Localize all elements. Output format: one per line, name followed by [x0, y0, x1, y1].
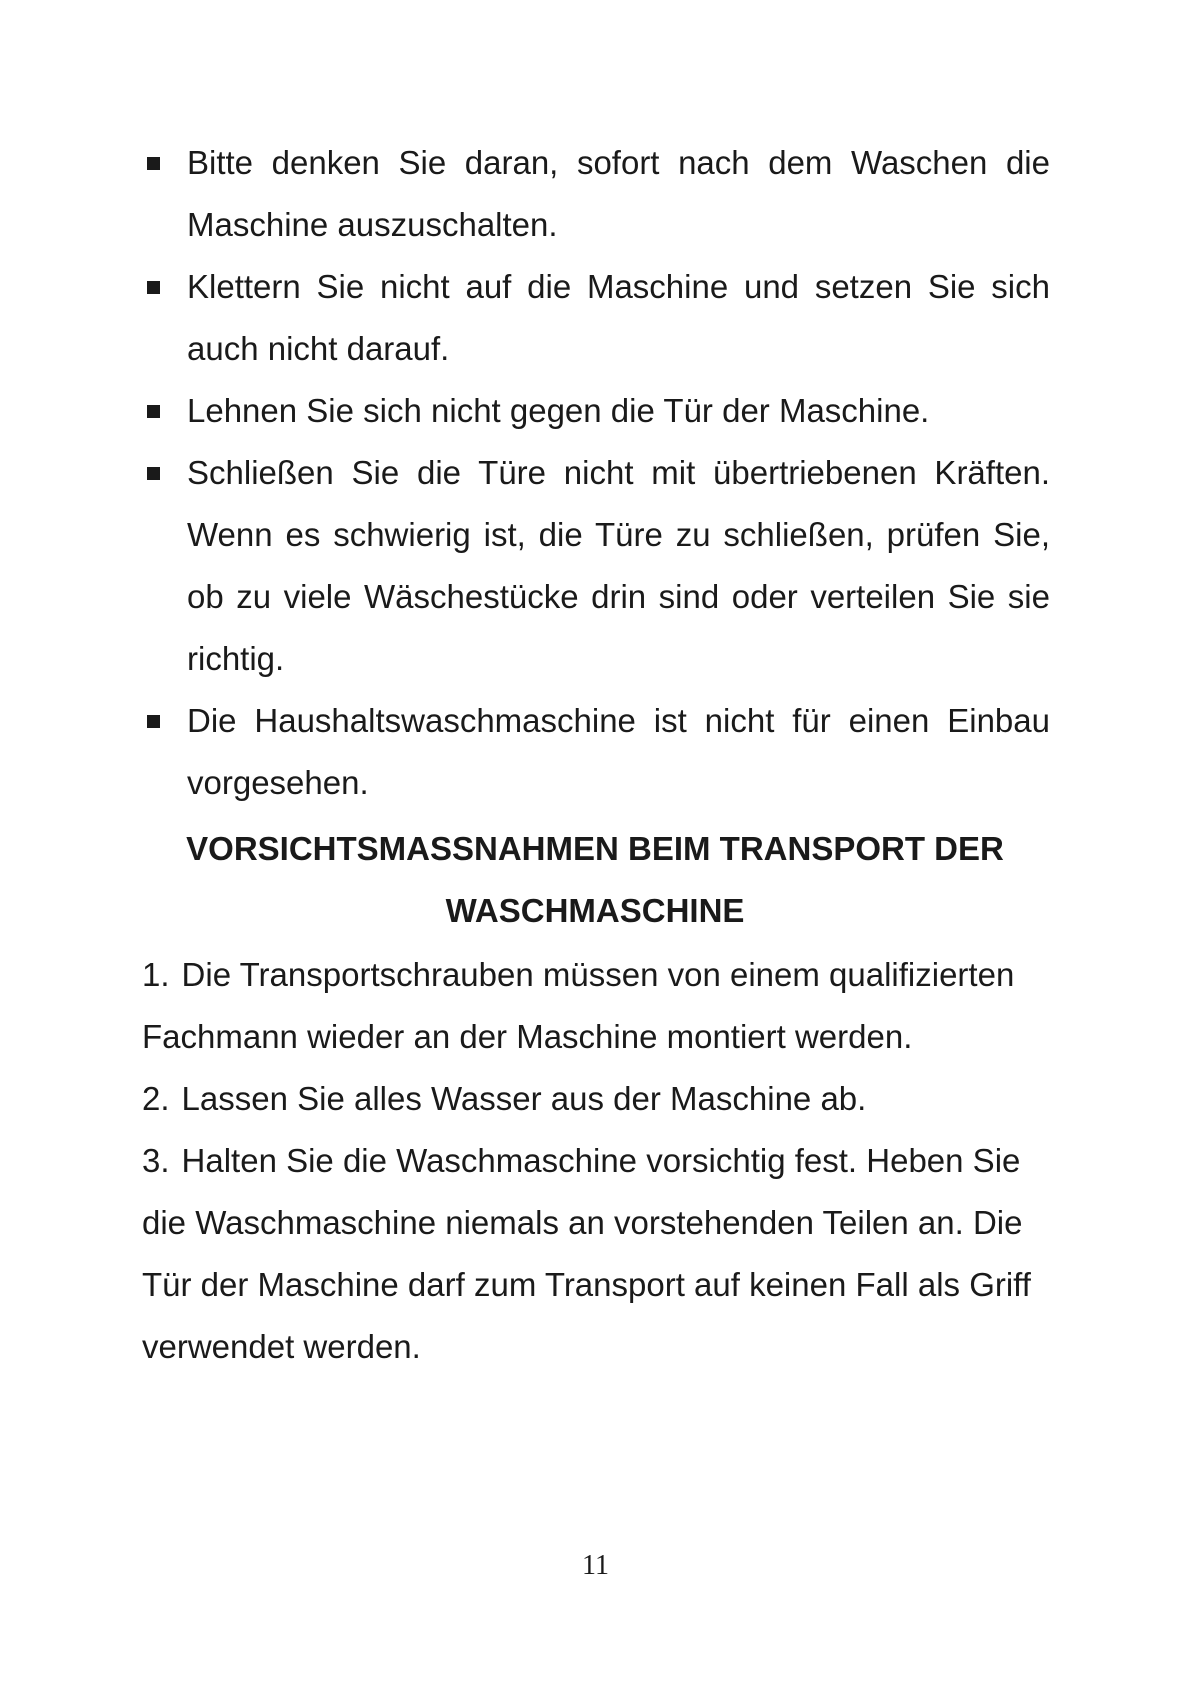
step-text: Halten Sie die Waschmaschine vorsichtig fest. Heben Sie die Waschmaschine niemals an vorstehenden Teilen an. Die Tür der Maschine darf zum Transport auf keinen Fall als Griff verwendet werden.	[142, 1142, 1031, 1365]
bullet-text: Die Haushaltswaschmaschine ist nicht für einen Einbau vorgesehen.	[187, 702, 1050, 801]
transport-steps-list	[142, 944, 1057, 1378]
square-bullet-icon	[147, 715, 160, 728]
bullet-text: Klettern Sie nicht auf die Maschine und setzen Sie sich auch nicht darauf.	[187, 268, 1050, 367]
bullet-item-switch-off	[147, 132, 1050, 256]
bullet-item-no-climbing	[147, 256, 1050, 380]
section-heading-line-1: VORSICHTSMASSNAHMEN BEIM TRANSPORT DER	[186, 830, 1004, 867]
section-heading	[140, 818, 1050, 942]
page-number: 11	[582, 1550, 609, 1581]
transport-step-2	[142, 1068, 1057, 1130]
section-heading-line-2: WASCHMASCHINE	[445, 892, 745, 929]
step-text: Lassen Sie alles Wasser aus der Maschine ab.	[181, 1080, 867, 1117]
bullet-text: Schließen Sie die Türe nicht mit übertriebenen Kräften. Wenn es schwierig ist, die Türe zu schließen, prüfen Sie, ob zu viele Wäschestücke drin sind oder verteilen Sie sie richtig.	[187, 454, 1050, 677]
bullet-text: Lehnen Sie sich nicht gegen die Tür der Maschine.	[187, 392, 930, 429]
bullet-text: Bitte denken Sie daran, sofort nach dem Waschen die Maschine auszuschalten.	[187, 144, 1050, 243]
bullet-item-no-built-in	[147, 690, 1050, 814]
square-bullet-icon	[147, 157, 160, 170]
bullet-item-no-leaning	[147, 380, 1050, 442]
step-number: 2.	[142, 1080, 170, 1117]
safety-bullet-list	[147, 132, 1050, 814]
transport-step-3	[142, 1130, 1057, 1378]
step-number: 1.	[142, 956, 170, 993]
step-number: 3.	[142, 1142, 170, 1179]
square-bullet-icon	[147, 467, 160, 480]
bullet-item-door-force	[147, 442, 1050, 690]
square-bullet-icon	[147, 281, 160, 294]
step-text: Die Transportschrauben müssen von einem qualifizierten Fachmann wieder an der Maschine montiert werden.	[142, 956, 1015, 1055]
square-bullet-icon	[147, 405, 160, 418]
transport-step-1	[142, 944, 1057, 1068]
